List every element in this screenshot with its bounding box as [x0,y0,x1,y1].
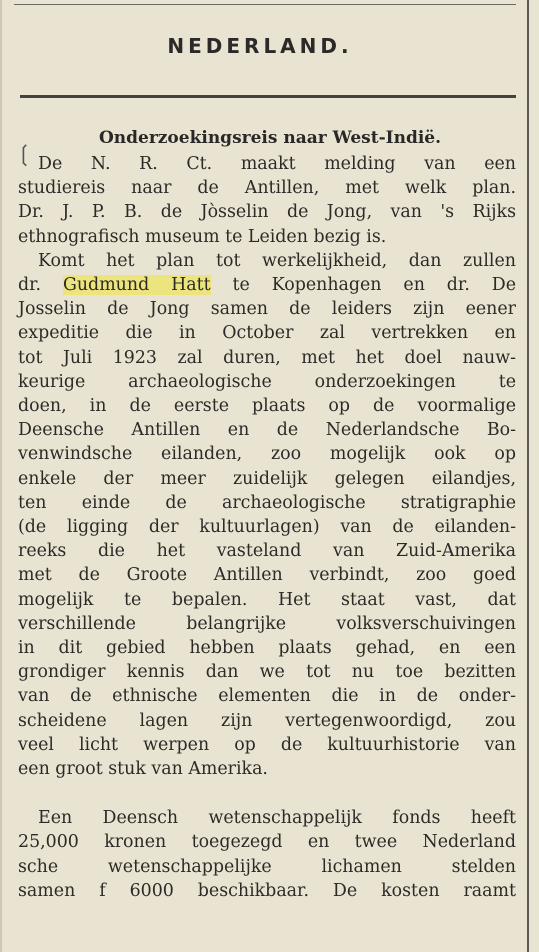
article-line: keurige archaeologische onderzoekingen te [18,371,516,392]
article-line: in dit gebied hebben plaats gehad, en een [18,638,516,659]
article-line: mogelijk te bepalen. Het staat vast, dat [18,589,516,610]
article-body [18,152,516,903]
article-line: studiereis naar de Antillen, met welk plan. [18,178,516,199]
article-line: samen f 6000 beschikbaar. De kosten raamt [18,880,516,901]
article-line: 25,000 kronen toegezegd en twee Nederland [18,832,516,853]
article-line: enkele der meer zuidelijk gelegen eilandjes, [18,468,516,489]
article-line: Komt het plan tot werkelijkheid, dan zullen [38,250,516,271]
quote-mark-glyph: ❲ [15,142,34,167]
article-line: De N. R. Ct. maakt melding van een [38,154,516,174]
top-rule [14,4,516,5]
article-line: doen, in de eerste plaats op de voormalige [18,396,516,417]
article-line: Deensche Antillen en de Nederlandsche Bo- [18,420,516,441]
article-line: grondiger kennis dan we tot nu toe bezitten [18,662,516,683]
article-line: veel licht werpen op de kultuurhistorie van [18,734,516,755]
article-line: (de ligging der kultuurlagen) van de eilanden- [18,517,516,538]
article-line-with-highlight: dr. Gudmund Hatt te Kopenhagen en dr. De [18,275,516,296]
article-line: expeditie die in October zal vertrekken en [18,323,516,344]
highlighted-name: Gudmund Hatt [62,275,211,296]
article-title: Onderzoekingsreis naar West-Indië. [98,128,442,148]
article-line: verschillende belangrijke volksverschuivingen [18,613,516,634]
article-line: Josselin de Jong samen de leiders zijn eener [18,299,516,320]
article-line: van de ethnische elementen die in de onder- [18,686,516,707]
article-line: scheidene lagen zijn vertegenwoordigd, zou [18,710,516,731]
article-line: ten einde de archaeologische stratigraphie [18,492,516,513]
article-line: reeks die het vasteland van Zuid-Amerika [18,541,516,562]
heading-rule [20,95,516,98]
article-line: Een Deensch wetenschappelijk fonds heeft [38,808,516,829]
article-line: tot Juli 1923 zal duren, met het doel nauw- [18,347,516,368]
paragraph-gap [18,781,516,806]
article-line: venwindsche eilanden, zoo mogelijk ook op [18,444,516,465]
article-line: sche wetenschappelijke lichamen stelden [18,856,516,877]
section-heading: NEDERLAND. [167,34,353,58]
article-line: een groot stuk van Amerika. [18,759,268,780]
article-line: ethnografisch museum te Leiden bezig is. [18,226,387,247]
article-line: Dr. J. P. B. de Jòsselin de Jong, van 's Rijks [18,202,516,223]
article-line: met de Groote Antillen verbindt, zoo goed [18,565,516,586]
